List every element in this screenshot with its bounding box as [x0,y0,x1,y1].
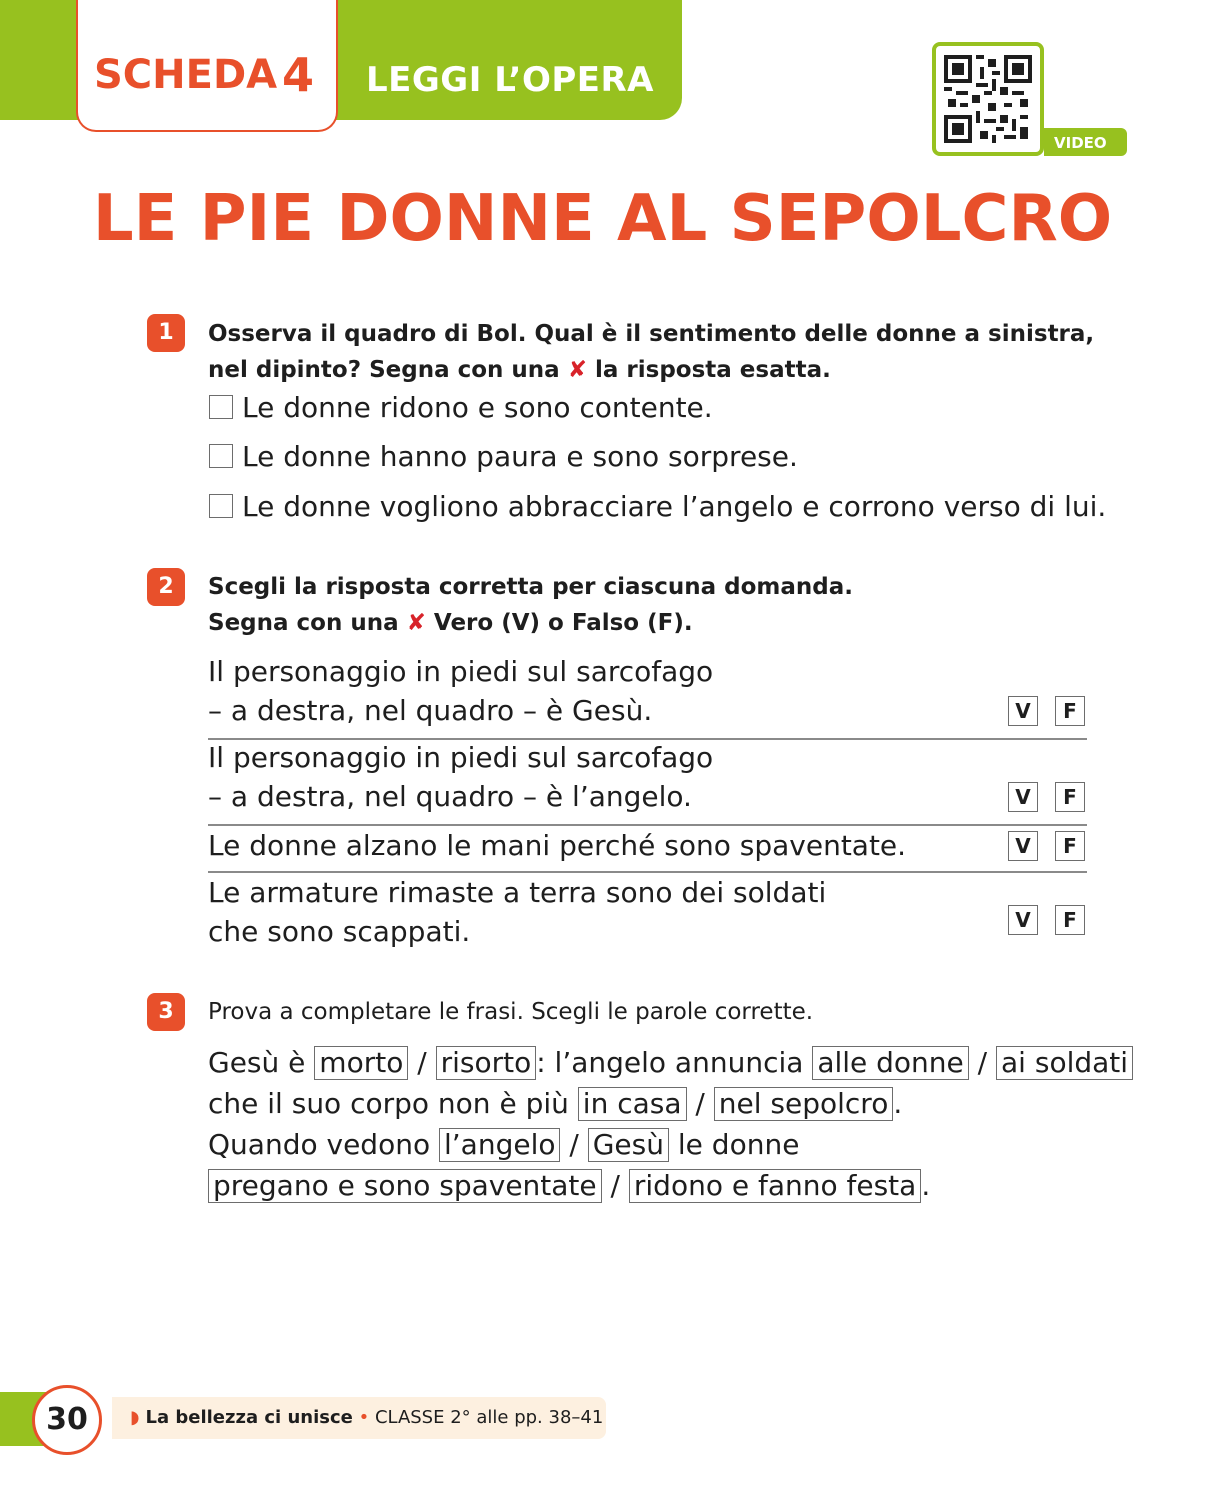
true-box[interactable]: V [1008,782,1038,812]
x-mark-icon: ✘ [406,610,426,636]
statement-line: che sono scappati. [208,915,471,948]
exercise-2-question-line-2: Segna con una ✘ Vero (V) o Falso (F). [208,610,693,636]
statement-line: Il personaggio in piedi sul sarcofago [208,741,714,774]
qr-code-icon [944,54,1032,144]
word-choice[interactable]: Gesù [588,1128,669,1162]
footer-reference: ◗ La bellezza ci unisce • CLASSE 2° alle pp. 38–41 [130,1407,604,1428]
true-false-row [208,738,1087,826]
false-box[interactable]: F [1055,905,1085,935]
word-choice[interactable]: alle donne [812,1046,968,1080]
false-box[interactable]: F [1055,696,1085,726]
qr-code[interactable] [932,42,1044,156]
exercise-1-question-line-1: Osserva il quadro di Bol. Qual è il sentimento delle donne a sinistra, [208,321,1095,347]
word-choice[interactable]: in casa [578,1087,687,1121]
page-title: LE PIE DONNE AL SEPOLCRO [92,182,1113,256]
exercise-1-option: Le donne ridono e sono contente. [209,388,713,428]
word-choice[interactable]: morto [314,1046,408,1080]
statement-line: – a destra, nel quadro – è Gesù. [208,694,653,727]
true-false-row [208,824,1087,873]
statement-line: Il personaggio in piedi sul sarcofago [208,655,714,688]
checkbox[interactable] [209,395,233,419]
false-box[interactable]: F [1055,782,1085,812]
exercise-2-badge: 2 [147,568,185,606]
fill-sentence-line: che il suo corpo non è più in casa / nel sepolcro . [208,1087,903,1120]
scheda-number: 4 [282,48,315,102]
x-mark-icon: ✘ [567,357,587,383]
false-box[interactable]: F [1055,831,1085,861]
exercise-1-badge: 1 [147,314,185,352]
fill-sentence-line: pregano e sono spaventate / ridono e fanno festa . [208,1165,930,1206]
exercise-1-option: Le donne hanno paura e sono sorprese. [209,437,798,477]
word-choice[interactable]: pregano e sono spaventate [208,1169,602,1203]
true-false-row [208,871,1087,953]
true-false-row [208,652,1087,740]
arrow-icon: ◗ [130,1407,140,1428]
exercise-1-question-line-2: nel dipinto? Segna con una ✘ la risposta esatta. [208,357,831,383]
word-choice[interactable]: risorto [436,1046,537,1080]
section-label: LEGGI L’OPERA [366,60,654,100]
fill-sentence-line: Quando vedono l’angelo / Gesù le donne [208,1128,800,1161]
exercise-1-option: Le donne vogliono abbracciare l’angelo e corrono verso di lui. [209,487,1106,527]
exercise-3-instruction: Prova a completare le frasi. Scegli le parole corrette. [208,999,814,1025]
checkbox[interactable] [209,494,233,518]
statement-line: – a destra, nel quadro – è l’angelo. [208,780,692,813]
statement-line: Le donne alzano le mani perché sono spaventate. [208,829,907,862]
checkbox[interactable] [209,444,233,468]
word-choice[interactable]: nel sepolcro [714,1087,894,1121]
exercise-3-badge: 3 [147,993,185,1031]
word-choice[interactable]: ridono e fanno festa [629,1169,921,1203]
statement-line: Le armature rimaste a terra sono dei soldati [208,876,827,909]
scheda-label: SCHEDA [94,52,278,98]
true-box[interactable]: V [1008,905,1038,935]
true-box[interactable]: V [1008,696,1038,726]
page-number: 30 [32,1385,102,1455]
word-choice[interactable]: l’angelo [439,1128,561,1162]
exercise-2-question-line-1: Scegli la risposta corretta per ciascuna domanda. [208,574,853,600]
word-choice[interactable]: ai soldati [996,1046,1133,1080]
true-box[interactable]: V [1008,831,1038,861]
video-label[interactable]: VIDEO [1044,128,1127,156]
fill-sentence-line: Gesù è morto / risorto : l’angelo annuncia alle donne / ai soldati [208,1042,1133,1083]
